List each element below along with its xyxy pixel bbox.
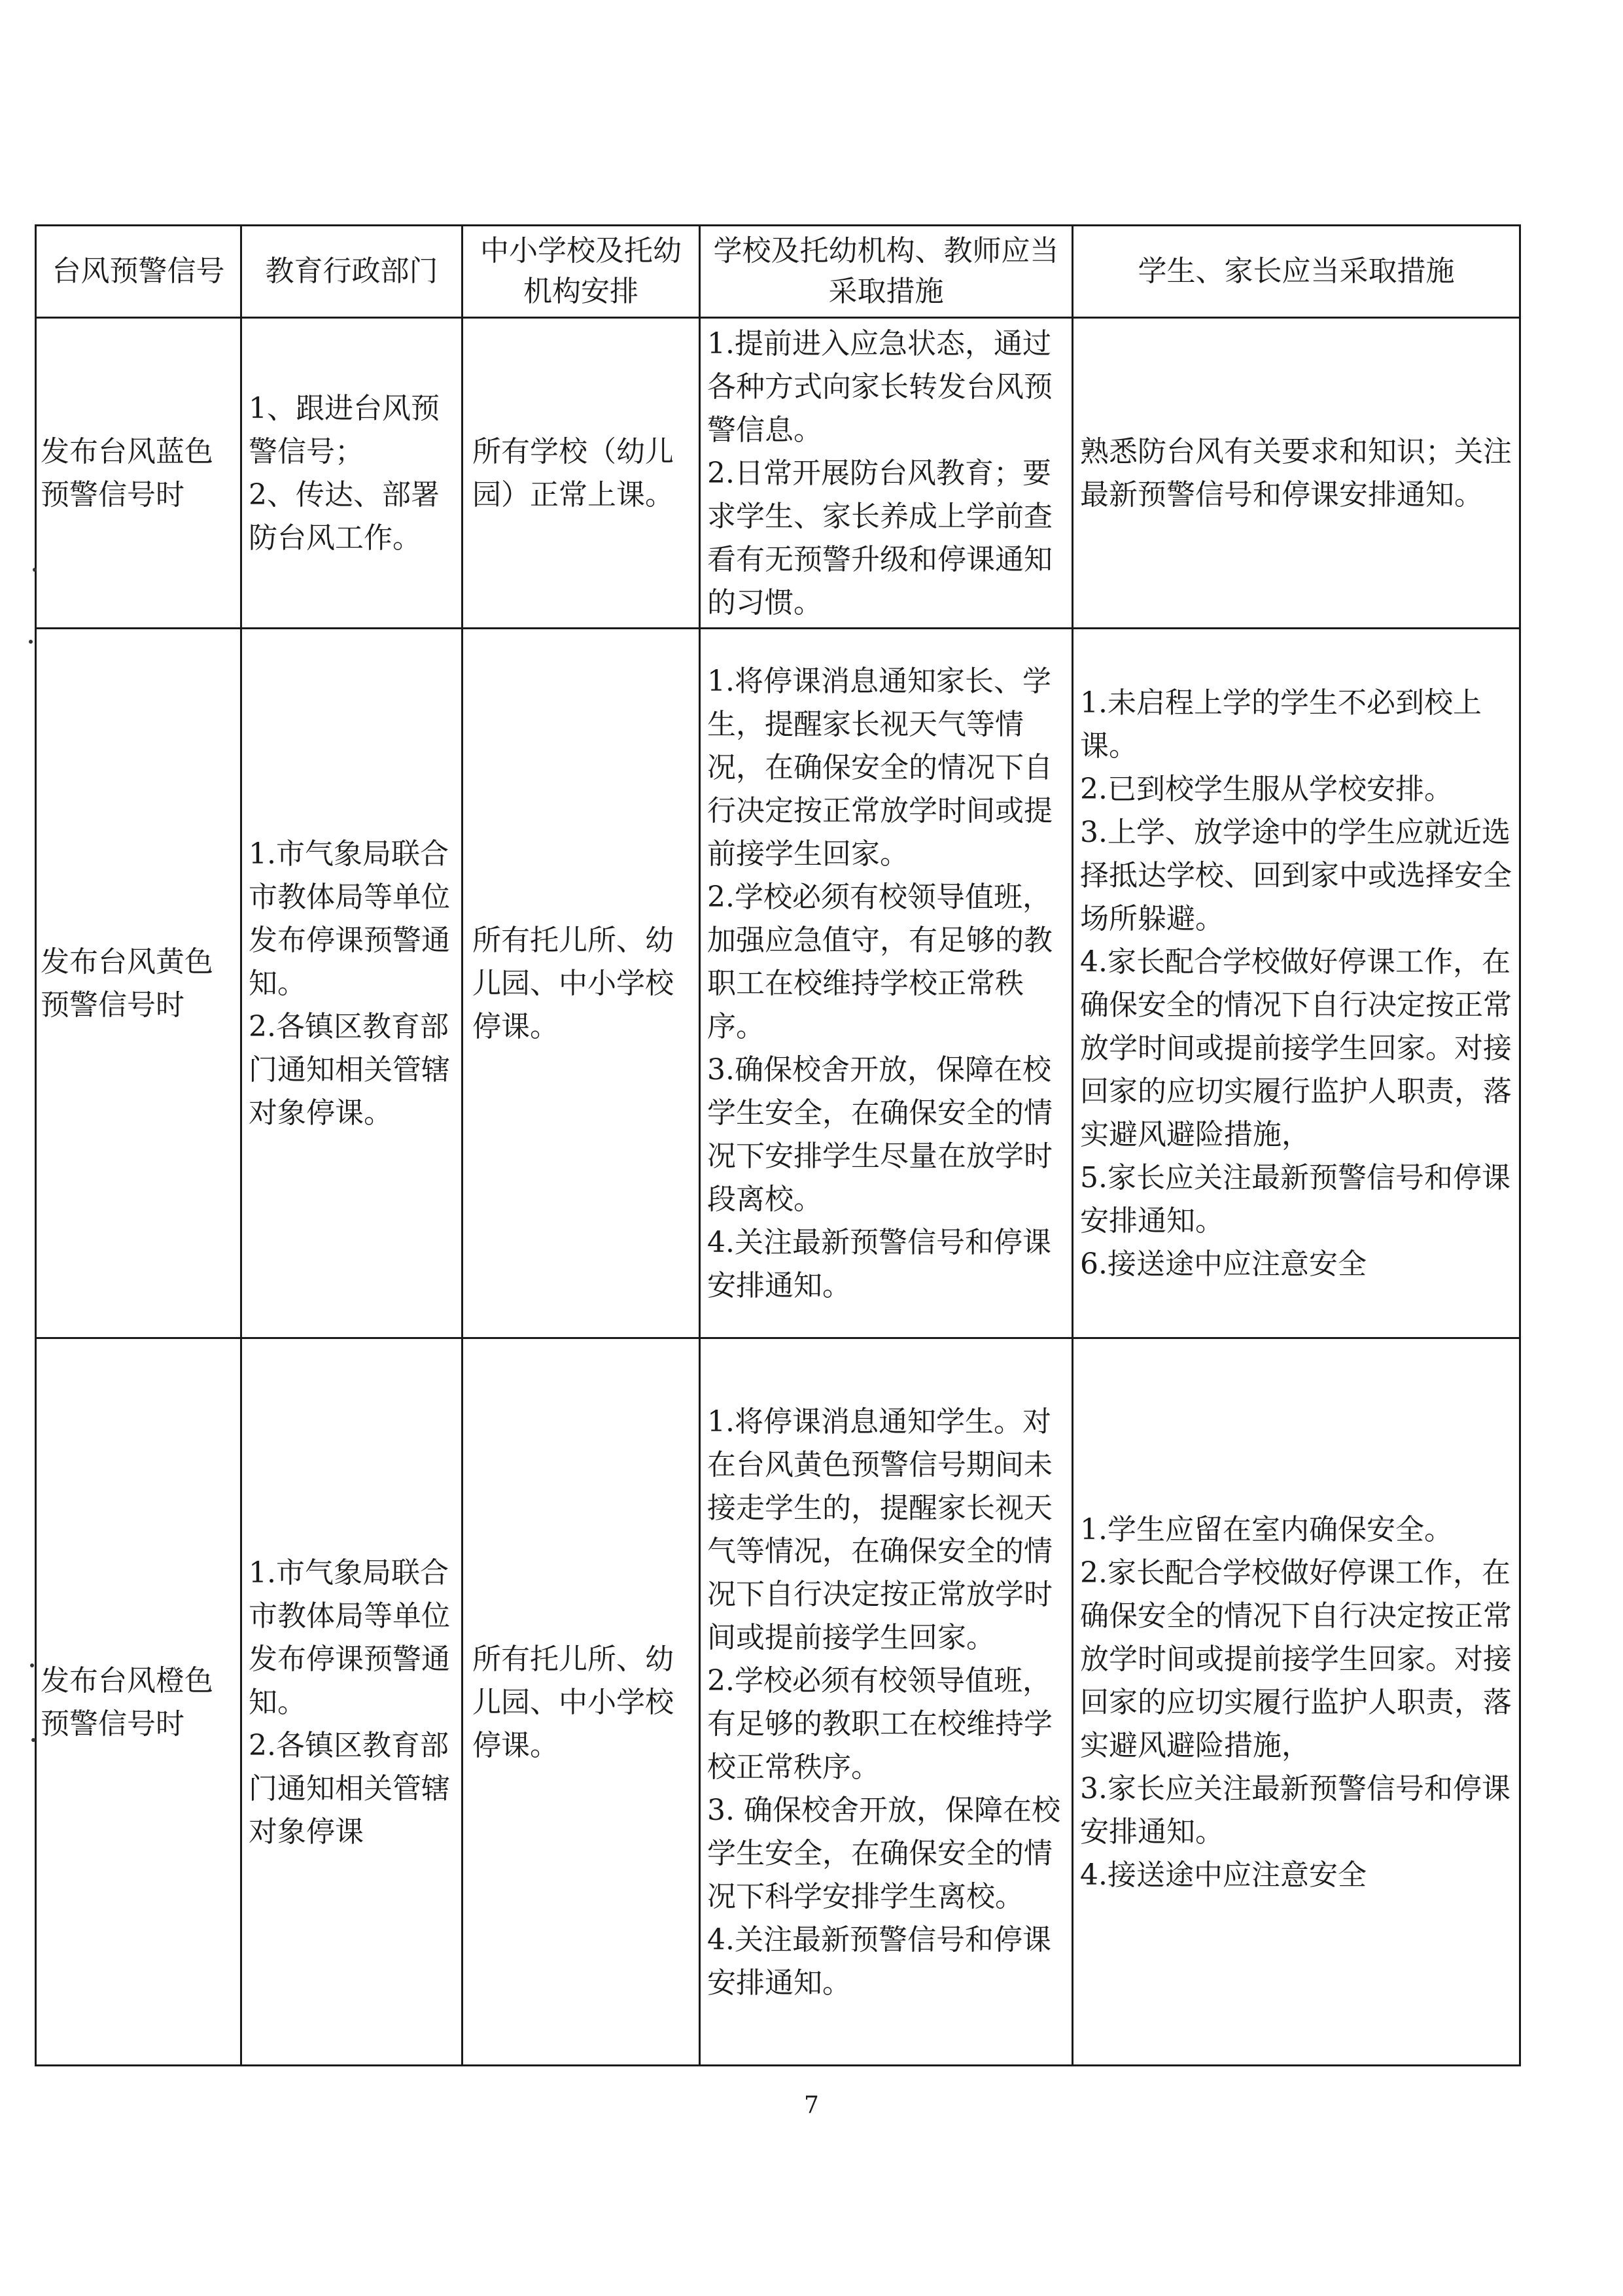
cell-dept-actions xyxy=(241,318,462,629)
header-arrangement: 中小学校及托幼机构安排 xyxy=(462,226,700,318)
scan-speck xyxy=(31,1738,35,1742)
school-measure-item: 2.学校必须有校领导值班，加强应急值守，有足够的教职工在校维持学校正常秩序。 xyxy=(707,880,1053,1043)
cell-dept-actions xyxy=(241,1338,462,2066)
parent-measure-item: 熟悉防台风有关要求和知识；关注最新预警信号和停课安排通知。 xyxy=(1080,435,1512,512)
cell-arrangement: 所有学校（幼儿园）正常上课。 xyxy=(462,318,700,629)
cell-arrangement: 所有托儿所、幼儿园、中小学校停课。 xyxy=(462,629,700,1338)
cell-school-measures xyxy=(700,318,1073,629)
school-measure-item: 3. 确保校舍开放，保障在校学生安全，在确保安全的情况下科学安排学生离校。 xyxy=(707,1793,1060,1913)
school-measure-item: 4.关注最新预警信号和停课安排通知。 xyxy=(707,1226,1051,1302)
parent-measure-item: 1.未启程上学的学生不必到校上课。 xyxy=(1080,686,1482,763)
header-school-measures: 学校及托幼机构、教师应当采取措施 xyxy=(700,226,1073,318)
typhoon-warning-table xyxy=(35,224,1521,2066)
parent-measure-item: 4.接送途中应注意安全 xyxy=(1080,1858,1367,1892)
parent-measure-item: 4.家长配合学校做好停课工作，在确保安全的情况下自行决定按正常放学时间或提前接学生回家。对接回家的应切实履行监护人职责，落实避风避险措施， xyxy=(1080,945,1512,1151)
row-orange xyxy=(36,1338,1520,2066)
cell-school-measures xyxy=(700,629,1073,1338)
dept-action-item: 2、传达、部署防台风工作。 xyxy=(249,478,440,555)
cell-arrangement: 所有托儿所、幼儿园、中小学校停课。 xyxy=(462,1338,700,2066)
cell-signal-level: 发布台风橙色预警信号时 xyxy=(36,1338,241,2066)
school-measure-item: 1.将停课消息通知家长、学生，提醒家长视天气等情况，在确保安全的情况下自行决定按正常放学时间或提前接学生回家。 xyxy=(707,665,1053,871)
cell-parent-measures xyxy=(1073,1338,1520,2066)
scan-speck xyxy=(29,640,33,644)
parent-measure-item: 1.学生应留在室内确保安全。 xyxy=(1080,1512,1453,1546)
cell-signal-level: 发布台风蓝色预警信号时 xyxy=(36,318,241,629)
parent-measure-item: 2.已到校学生服从学校安排。 xyxy=(1080,773,1453,806)
parent-measure-item: 3.家长应关注最新预警信号和停课安排通知。 xyxy=(1080,1771,1510,1849)
dept-action-item: 1.市气象局联合市教体局等单位发布停课预警通知。 xyxy=(249,837,450,1000)
school-measure-item: 3.确保校舍开放，保障在校学生安全，在确保安全的情况下安排学生尽量在放学时段离校。 xyxy=(707,1053,1053,1216)
school-measure-item: 1.将停课消息通知学生。对在台风黄色预警信号期间未接走学生的，提醒家长视天气等情况，在确保安全的情况下自行决定按正常放学时间或提前接学生回家。 xyxy=(707,1404,1053,1654)
cell-parent-measures xyxy=(1073,629,1520,1338)
dept-action-item: 2.各镇区教育部门通知相关管辖对象停课。 xyxy=(249,1010,450,1130)
cell-school-measures xyxy=(700,1338,1073,2066)
row-yellow xyxy=(36,629,1520,1338)
cell-parent-measures xyxy=(1073,318,1520,629)
school-measure-item: 2.日常开展防台风教育；要求学生、家长养成上学前查看有无预警升级和停课通知的习惯。 xyxy=(707,457,1053,619)
dept-action-item: 2.各镇区教育部门通知相关管辖对象停课 xyxy=(249,1728,450,1849)
header-dept: 教育行政部门 xyxy=(241,226,462,318)
table-header-row xyxy=(36,226,1520,318)
scan-speck xyxy=(33,568,37,572)
cell-signal-level: 发布台风黄色预警信号时 xyxy=(36,629,241,1338)
school-measure-item: 2.学校必须有校领导值班，有足够的教职工在校维持学校正常秩序。 xyxy=(707,1663,1053,1784)
dept-action-item: 1、跟进台风预警信号； xyxy=(249,392,440,468)
row-blue xyxy=(36,318,1520,629)
cell-dept-actions xyxy=(241,629,462,1338)
page-number: 7 xyxy=(804,2092,819,2119)
school-measure-item: 4.关注最新预警信号和停课安排通知。 xyxy=(707,1922,1051,2000)
school-measure-item: 1.提前进入应急状态，通过各种方式向家长转发台风预警信息。 xyxy=(707,327,1053,447)
parent-measure-item: 2.家长配合学校做好停课工作，在确保安全的情况下自行决定按正常放学时间或提前接学生回家。对接回家的应切实履行监护人职责，落实避风避险措施， xyxy=(1080,1556,1512,1762)
parent-measure-item: 3.上学、放学途中的学生应就近选择抵达学校、回到家中或选择安全场所躲避。 xyxy=(1080,816,1512,935)
parent-measure-item: 6.接送途中应注意安全 xyxy=(1080,1247,1367,1281)
parent-measure-item: 5.家长应关注最新预警信号和停课安排通知。 xyxy=(1080,1161,1510,1238)
header-signal: 台风预警信号 xyxy=(36,226,241,318)
header-parent-measures: 学生、家长应当采取措施 xyxy=(1073,226,1520,318)
dept-action-item: 1.市气象局联合市教体局等单位发布停课预警通知。 xyxy=(249,1556,450,1719)
scan-speck xyxy=(30,1663,34,1667)
